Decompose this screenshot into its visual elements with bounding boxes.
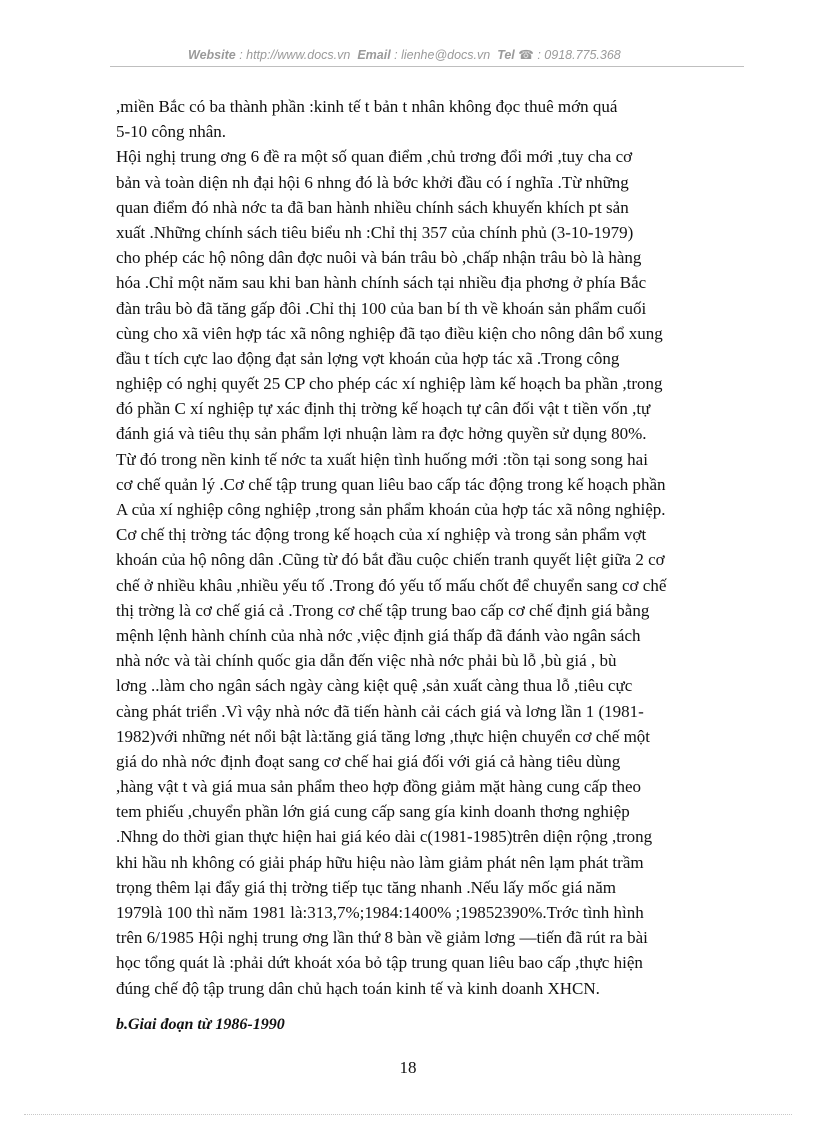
text-line: trọng thêm lại đẩy giá thị trờng tiếp tục tăng nhanh .Nếu lấy mốc giá năm xyxy=(116,877,616,897)
page-header xyxy=(188,47,748,62)
section-heading: b.Giai đoạn từ 1986-1990 xyxy=(116,1016,285,1033)
text-line: nghiệp có nghị quyết 25 CP cho phép các xí nghiệp làm kế hoạch ba phần ,trong xyxy=(116,374,663,394)
page-number: 18 xyxy=(399,1058,417,1077)
text-line: cơ chế quản lý .Cơ chế tập trung quan liêu bao cấp tác động trong kế hoạch phần xyxy=(116,474,666,494)
text-line: Cơ chế thị trờng tác động trong kế hoạch của xí nghiệp và trong sản phẩm vợt xyxy=(116,525,647,545)
footer-divider xyxy=(24,1114,792,1115)
text-line: khi hầu nh không có giải pháp hữu hiệu nào làm giảm phát nên lạm phát trầm xyxy=(116,852,644,872)
text-line: đàn trâu bò đã tăng gấp đôi .Chỉ thị 100 của ban bí th về khoán sản phẩm cuối xyxy=(116,298,647,318)
text-line: A của xí nghiệp công nghiệp ,trong sản phẩm khoán của hợp tác xã nông nghiệp. xyxy=(116,500,666,519)
text-line: nhà nớc và tài chính quốc gia dẫn đến việc nhà nớc phải bù lỗ ,bù giá , bù xyxy=(116,651,617,671)
website-value: : http://www.docs.vn xyxy=(239,48,351,62)
text-line: cho phép các hộ nông dân đợc nuôi và bán trâu bò ,chấp nhận trâu bò là hàng xyxy=(116,248,642,268)
text-line: 1982)với những nét nổi bật là:tăng giá tăng lơng ,thực hiện chuyển cơ chế một xyxy=(116,726,651,746)
text-line: giá do nhà nớc định đoạt sang cơ chế hai giá đối với giá cả hàng tiêu dùng xyxy=(116,751,621,771)
text-line: thị trờng là cơ chế giá cả .Trong cơ chế tập trung bao cấp cơ chế định giá bằng xyxy=(116,600,650,620)
email-value: : lienhe@docs.vn xyxy=(394,48,491,62)
header-divider xyxy=(110,66,744,67)
text-line: học tổng quát là :phải dứt khoát xóa bỏ tập trung quan liêu bao cấp ,thực hiện xyxy=(116,953,643,973)
text-line: xuất .Những chính sách tiêu biểu nh :Chỉ thị 357 của chính phủ (3-10-1979) xyxy=(116,222,634,242)
text-line: Hội nghị trung ơng 6 đề ra một số quan điểm ,chủ trơng đổi mới ,tuy cha cơ xyxy=(116,147,633,167)
text-line: đánh giá và tiêu thụ sản phẩm lợi nhuận làm ra đợc hởng quyền sử dụng 80%. xyxy=(116,424,647,444)
text-line: chế ở nhiều khâu ,nhiều yếu tố .Trong đó yếu tố mấu chốt để chuyển sang cơ chế xyxy=(116,575,667,595)
text-line: cùng cho xã viên hợp tác xã nông nghiệp đã tạo điều kiện cho nông dân bổ xung xyxy=(116,323,663,343)
website-label: Website xyxy=(188,48,236,62)
text-line: quan điểm đó nhà nớc ta đã ban hành nhiều chính sách khuyến khích pt sản xyxy=(116,197,629,217)
text-line: đầu t tích cực lao động đạt sản lợng vợt khoán của hợp tác xã .Trong công xyxy=(116,348,620,368)
text-line: đúng chế độ tập trung dân chủ hạch toán kinh tế và kinh doanh XHCN. xyxy=(116,978,600,998)
email-label: Email xyxy=(357,48,391,62)
tel-label: Tel xyxy=(497,48,515,62)
text-line: tem phiếu ,chuyển phần lớn giá cung cấp sang gía kinh doanh thơng nghiệp xyxy=(116,802,630,822)
text-line: lơng ..làm cho ngân sách ngày càng kiệt quệ ,sản xuất càng thua lỗ ,tiêu cực xyxy=(116,676,633,696)
text-line: đó phần C xí nghiệp tự xác định thị trờng kế hoạch tự cân đối vật t tiền vốn ,tự xyxy=(116,399,651,419)
text-line: bản và toàn diện nh đại hội 6 nhng đó là bớc khởi đầu có í nghĩa .Từ những xyxy=(116,172,629,192)
body-paragraph xyxy=(116,94,766,1001)
text-line: hóa .Chỉ một năm sau khi ban hành chính sách tại nhiều địa phơng ở phía Bắc xyxy=(116,273,647,293)
text-line: trên 6/1985 Hội nghị trung ơng lần thứ 8 bàn về giảm lơng —tiến đã rút ra bài xyxy=(116,928,648,948)
text-line: mệnh lệnh hành chính của nhà nớc ,việc định giá thấp đã đánh vào ngân sách xyxy=(116,625,641,645)
text-line: .Nhng do thời gian thực hiện hai giá kéo dài c(1981-1985)trên diện rộng ,trong xyxy=(116,827,653,847)
text-line: ,miền Bắc có ba thành phần :kinh tế t bản t nhân không đọc thuê mớn quá xyxy=(116,97,618,116)
text-line: 5-10 công nhân. xyxy=(116,122,227,142)
text-line: Từ đó trong nền kinh tế nớc ta xuất hiện tình huống mới :tồn tại song song hai xyxy=(116,449,648,469)
phone-icon: ☎ xyxy=(518,48,534,62)
text-line: 1979là 100 thì năm 1981 là:313,7%;1984:1400% ;19852390%.Trớc tình hình xyxy=(116,903,644,922)
tel-value: : 0918.775.368 xyxy=(537,48,621,62)
text-line: ,hàng vật t và giá mua sản phẩm theo hợp đồng giảm mặt hàng cung cấp theo xyxy=(116,777,641,797)
text-line: khoán của hộ nông dân .Cũng từ đó bắt đầu cuộc chiến tranh quyết liệt giữa 2 cơ xyxy=(116,550,665,570)
text-line: càng phát triển .Vì vậy nhà nớc đã tiến hành cải cách giá và lơng lần 1 (1981- xyxy=(116,701,644,721)
